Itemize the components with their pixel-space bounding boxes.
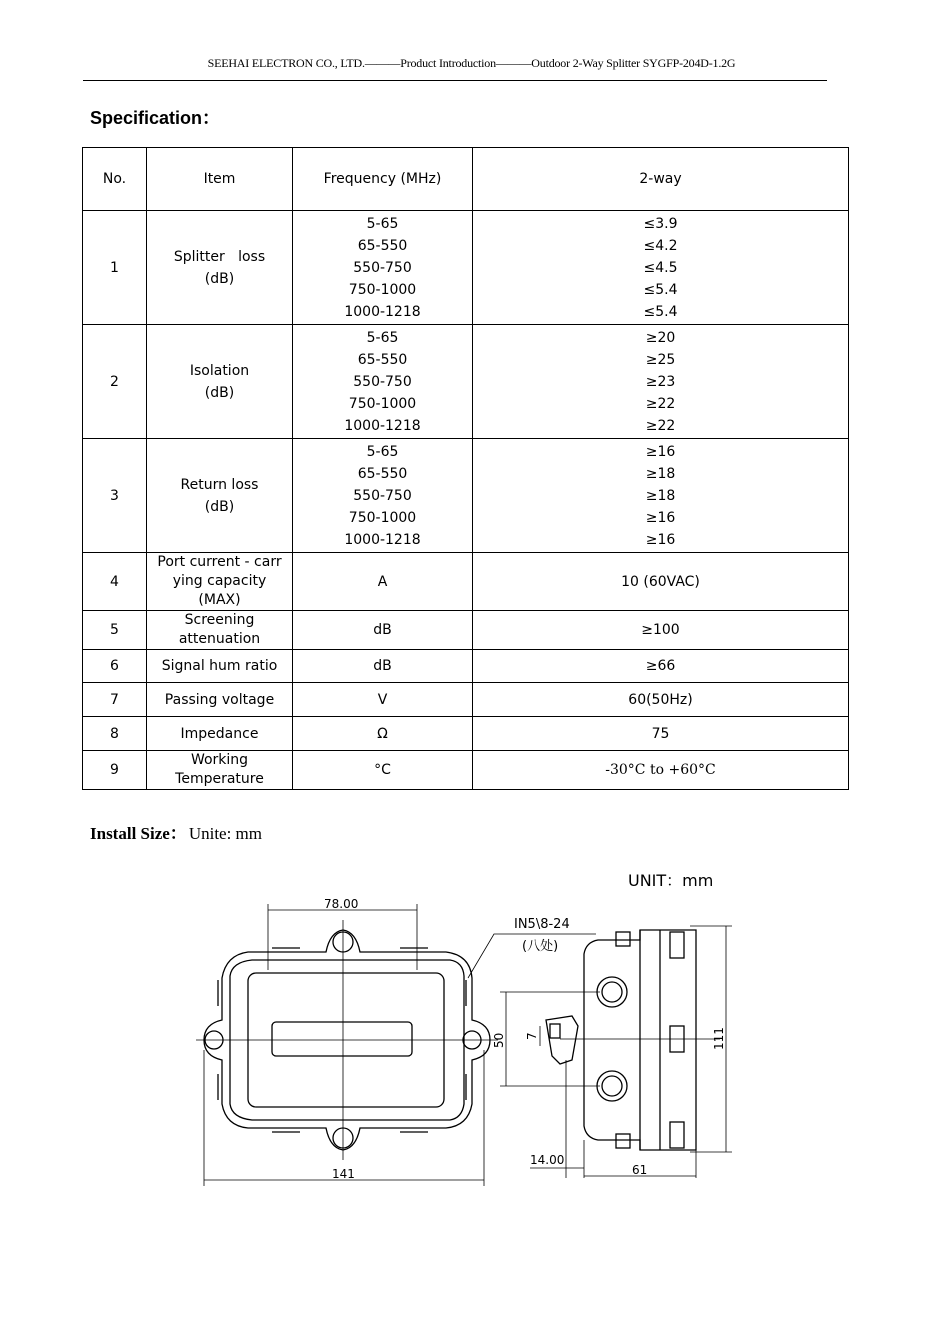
spec-value: ≥25	[645, 351, 676, 368]
freq-value: 5-65	[366, 443, 399, 460]
table-row-splitter-loss	[83, 211, 849, 325]
freq-value: 65-550	[357, 351, 408, 368]
row-value: 10 (60VAC)	[473, 553, 849, 611]
ground-terminal	[546, 1016, 578, 1064]
side-bolt	[670, 1122, 684, 1148]
row-frequencies	[293, 325, 473, 439]
row-values	[473, 211, 849, 325]
side-bolt	[616, 932, 630, 946]
dim-7-text: 7	[525, 1032, 539, 1040]
row-no: 5	[83, 611, 147, 650]
spec-table	[82, 147, 849, 790]
row-no: 4	[83, 553, 147, 611]
table-row-passing-voltage	[83, 683, 849, 717]
item-line: Working	[190, 752, 249, 768]
item-line: Temperature	[175, 771, 264, 787]
item-line: Return loss	[180, 476, 259, 493]
row-values	[473, 439, 849, 553]
header-item: Item	[147, 148, 293, 211]
freq-value: 750-1000	[348, 281, 417, 298]
freq-value: 65-550	[357, 465, 408, 482]
row-value: 75	[473, 717, 849, 751]
header-divider	[83, 80, 827, 81]
item-unit: (dB)	[204, 270, 235, 287]
row-unit: °C	[293, 751, 473, 790]
table-row-port-current	[83, 553, 849, 611]
side-bolt	[616, 1134, 630, 1148]
row-item	[147, 211, 293, 325]
screw-spec-text: IN5\8-24	[514, 917, 570, 932]
freq-value: 5-65	[366, 329, 399, 346]
port-connector	[602, 982, 622, 1002]
freq-value: 750-1000	[348, 395, 417, 412]
spec-value: ≤4.5	[643, 259, 678, 276]
dim-141-text: 141	[332, 1167, 355, 1181]
row-unit: Ω	[293, 717, 473, 751]
header-sep-1: ———	[364, 56, 401, 70]
row-no: 9	[83, 751, 147, 790]
install-drawing	[0, 860, 943, 1220]
row-value: ≥100	[473, 611, 849, 650]
spec-value: ≥18	[645, 465, 676, 482]
screw-note-text: (八处)	[522, 939, 559, 954]
install-size-heading	[90, 819, 262, 844]
table-row-impedance	[83, 717, 849, 751]
row-item	[147, 751, 293, 790]
dim-78-text: 78.00	[324, 897, 359, 911]
header-2way: 2-way	[473, 148, 849, 211]
item-line: Splitter loss	[173, 248, 266, 265]
row-unit: A	[293, 553, 473, 611]
row-item: Impedance	[147, 717, 293, 751]
dim-14-text: 14.00	[530, 1153, 565, 1167]
row-item	[147, 325, 293, 439]
freq-value: 550-750	[353, 259, 412, 276]
row-unit: dB	[293, 611, 473, 650]
item-line: attenuation	[178, 631, 261, 647]
dim-61-text: 61	[632, 1163, 648, 1177]
header-section: Product Introduction	[400, 56, 496, 70]
label-slot	[272, 1022, 412, 1056]
spec-value: ≥23	[645, 373, 676, 390]
row-values	[473, 325, 849, 439]
dim-111-text: 111	[712, 1027, 726, 1050]
spec-value: ≤4.2	[643, 237, 678, 254]
row-frequencies	[293, 211, 473, 325]
row-value: ≥66	[473, 650, 849, 683]
spec-value: ≤5.4	[643, 281, 678, 298]
spec-title: Specification：	[90, 108, 221, 128]
table-row-signal-hum	[83, 650, 849, 683]
row-value: 60(50Hz)	[473, 683, 849, 717]
row-frequencies	[293, 439, 473, 553]
row-no: 8	[83, 717, 147, 751]
freq-value: 550-750	[353, 373, 412, 390]
spec-value: ≤3.9	[643, 215, 678, 232]
spec-value: ≤5.4	[643, 303, 678, 320]
header-company: SEEHAI ELECTRON CO., LTD.	[207, 56, 365, 70]
side-view	[500, 926, 732, 1178]
item-line: Port current - carr	[157, 554, 282, 570]
spec-value: ≥20	[645, 329, 676, 346]
item-line: Isolation	[189, 362, 250, 379]
row-no: 3	[83, 439, 147, 553]
side-bolt	[670, 932, 684, 958]
header-no: No.	[83, 148, 147, 211]
freq-value: 1000-1218	[344, 531, 421, 548]
row-value: -30°C to +60°C	[473, 751, 849, 790]
table-row-return-loss	[83, 439, 849, 553]
freq-value: 550-750	[353, 487, 412, 504]
item-unit: (dB)	[204, 498, 235, 515]
row-no: 1	[83, 211, 147, 325]
item-unit: (dB)	[204, 384, 235, 401]
table-row-isolation	[83, 325, 849, 439]
row-item	[147, 553, 293, 611]
ground-screw	[550, 1024, 560, 1038]
install-unit: Unite: mm	[188, 824, 263, 843]
port-connector	[602, 1076, 622, 1096]
spec-value: ≥16	[645, 443, 676, 460]
freq-value: 65-550	[357, 237, 408, 254]
spec-value: ≥22	[645, 417, 676, 434]
row-unit: V	[293, 683, 473, 717]
item-line: Screening	[184, 612, 255, 628]
install-label: Install Size：	[90, 824, 187, 843]
unit-label: UNIT：mm	[628, 871, 714, 890]
table-row-screening	[83, 611, 849, 650]
row-unit: dB	[293, 650, 473, 683]
item-line: (MAX)	[198, 592, 241, 608]
dim-50-text: 50	[492, 1032, 506, 1048]
table-header-row	[83, 148, 849, 211]
row-item	[147, 611, 293, 650]
row-no: 6	[83, 650, 147, 683]
freq-value: 1000-1218	[344, 303, 421, 320]
spec-value: ≥16	[645, 531, 676, 548]
item-line: ying capacity	[172, 573, 267, 589]
page-header	[0, 56, 943, 71]
freq-value: 5-65	[366, 215, 399, 232]
table-row-temperature	[83, 751, 849, 790]
spec-value: ≥18	[645, 487, 676, 504]
row-item	[147, 439, 293, 553]
spec-value: ≥16	[645, 509, 676, 526]
header-sep-2: ———	[495, 56, 532, 70]
row-item: Signal hum ratio	[147, 650, 293, 683]
header-frequency: Frequency (MHz)	[293, 148, 473, 211]
row-no: 7	[83, 683, 147, 717]
freq-value: 750-1000	[348, 509, 417, 526]
row-item: Passing voltage	[147, 683, 293, 717]
header-product: Outdoor 2-Way Splitter SYGFP-204D-1.2G	[531, 56, 736, 70]
freq-value: 1000-1218	[344, 417, 421, 434]
row-no: 2	[83, 325, 147, 439]
spec-value: ≥22	[645, 395, 676, 412]
